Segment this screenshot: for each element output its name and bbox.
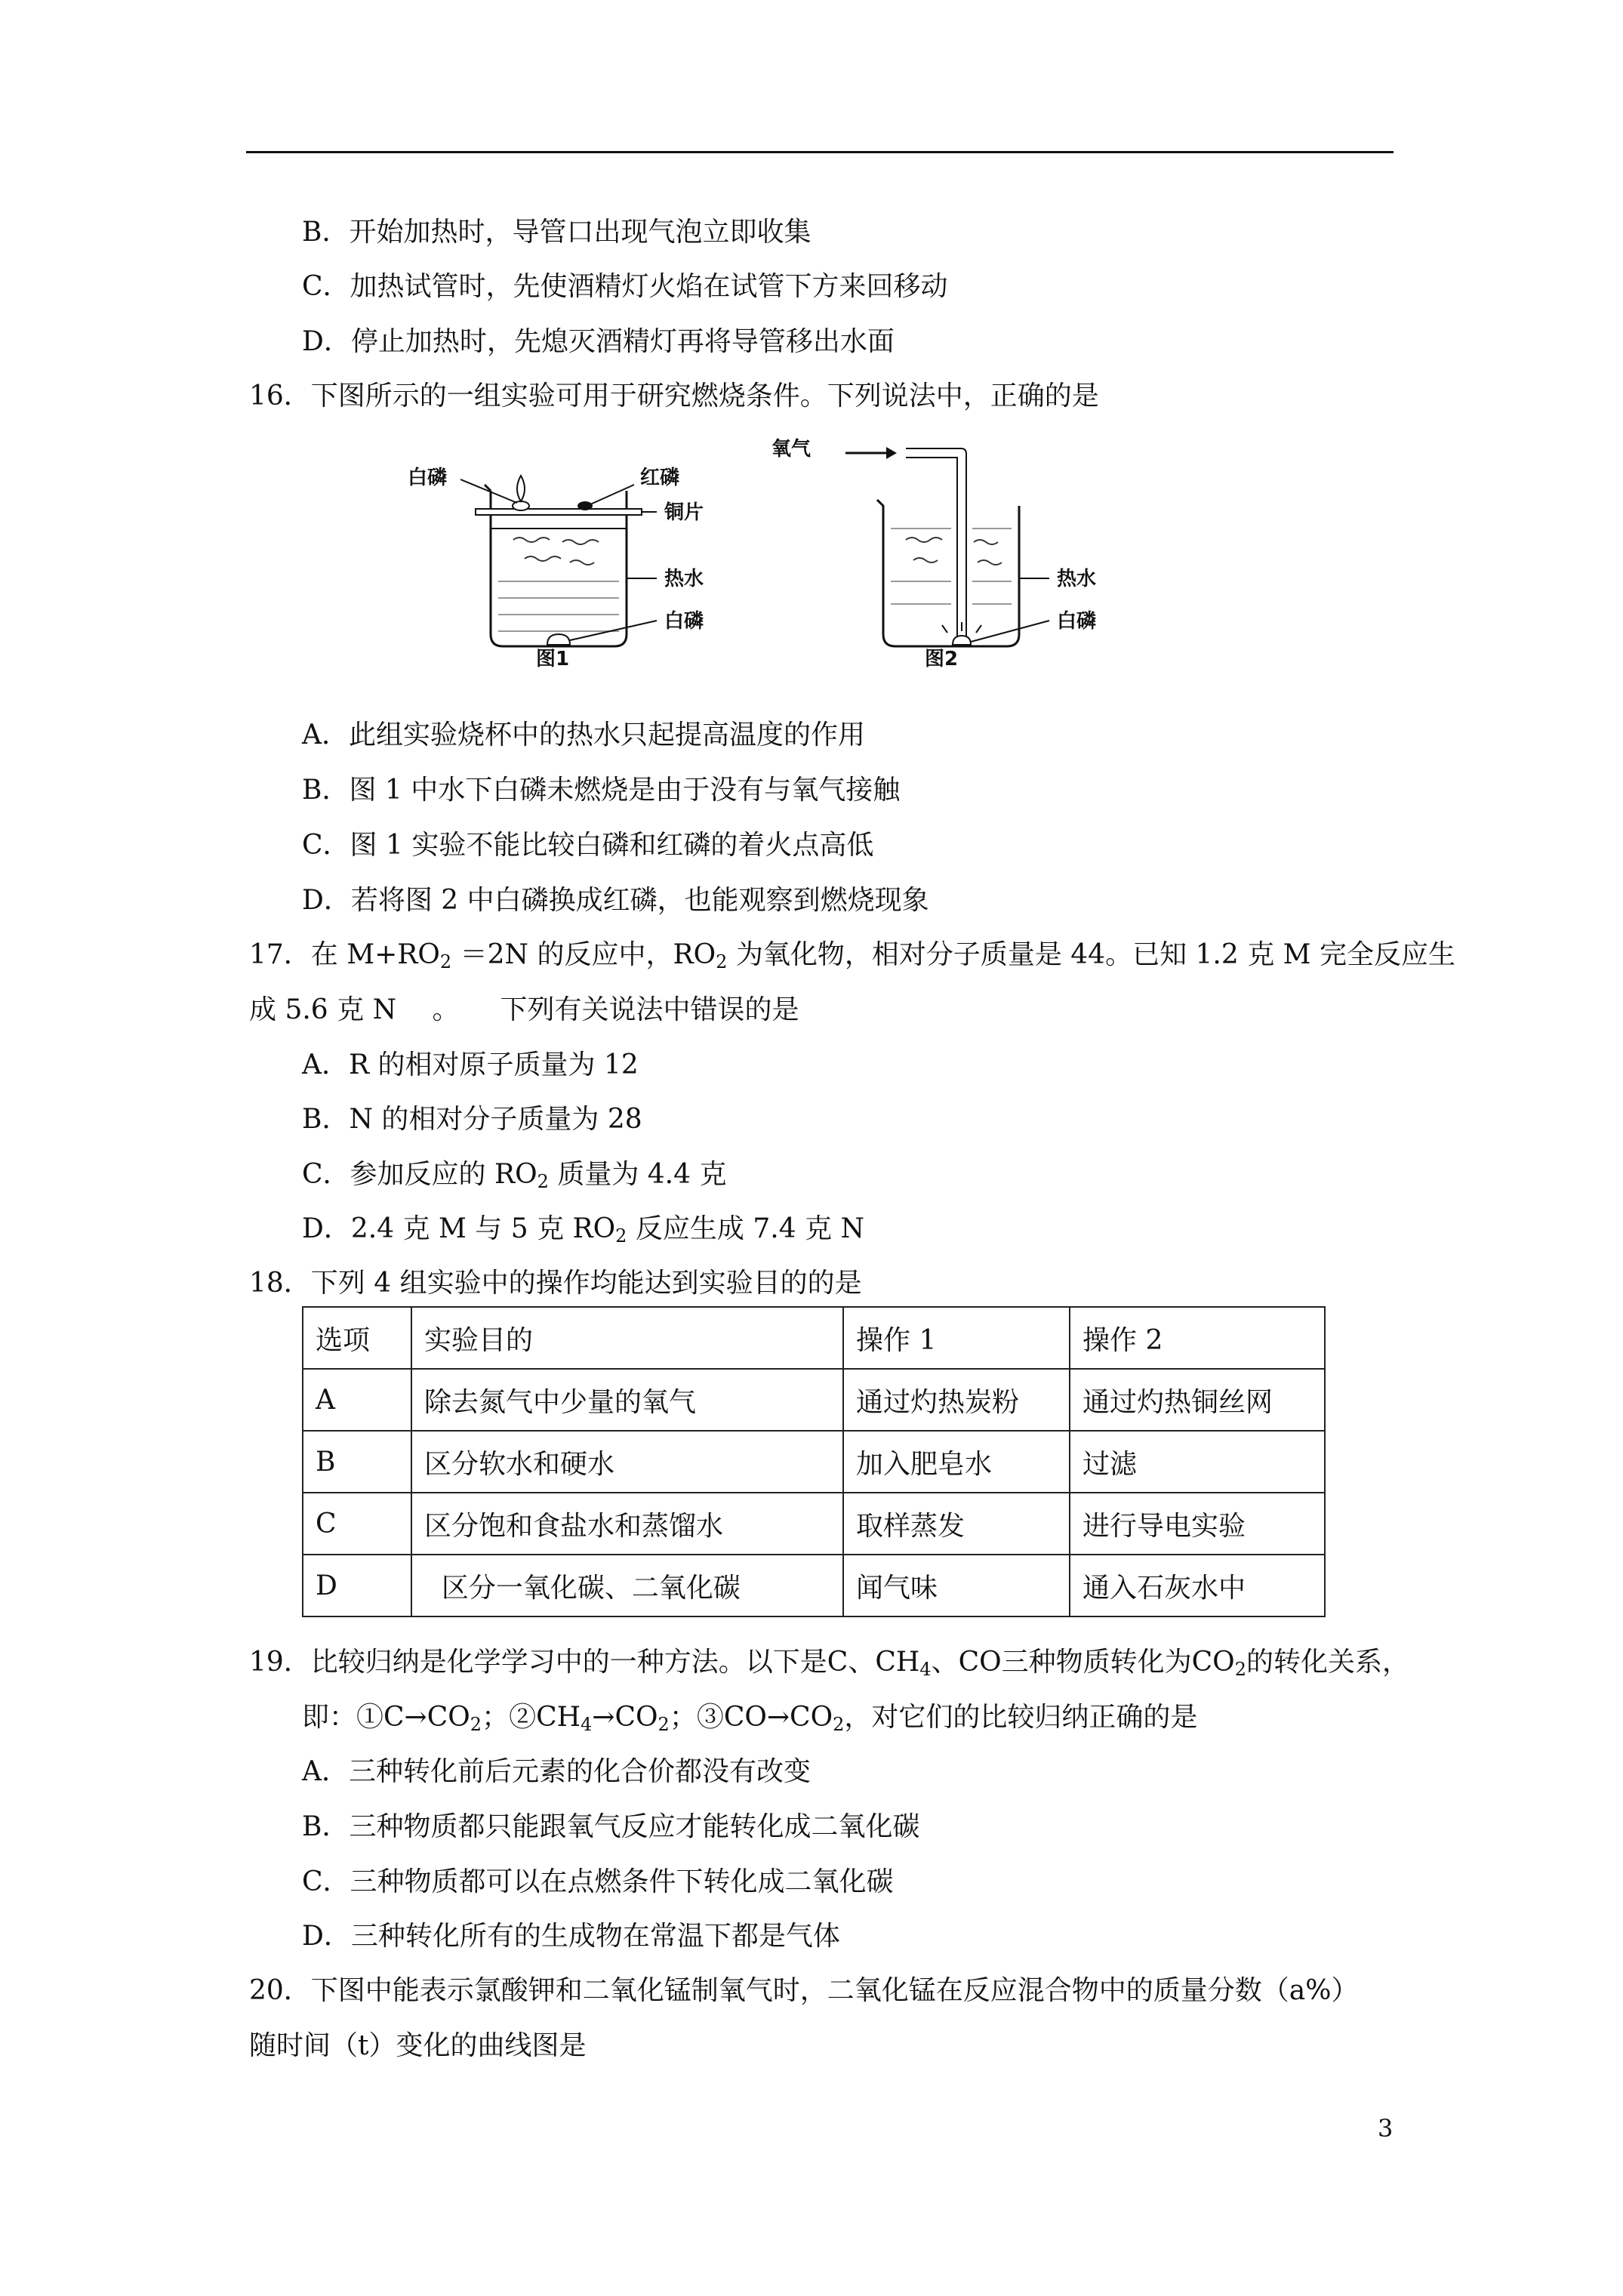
q15-option-b: B．开始加热时，导管口出现气泡立即收集 — [302, 217, 812, 248]
q19-option-a: A．三种转化前后元素的化合价都没有改变 — [302, 1756, 811, 1787]
q19-option-b: B．三种物质都只能跟氧气反应才能转化成二氧化碳 — [302, 1811, 920, 1842]
copper-sheet — [476, 509, 642, 515]
table-cell: 进行导电实验 — [1070, 1493, 1325, 1555]
table-header-cell: 操作 2 — [1070, 1307, 1325, 1369]
table-cell: 除去氮气中少量的氧气 — [411, 1369, 843, 1431]
fig2-label-white-phosphorus: 白磷 — [1057, 610, 1097, 633]
table-cell: C — [303, 1493, 411, 1555]
q15-option-c: C．加热试管时，先使酒精灯火焰在试管下方来回移动 — [302, 271, 948, 302]
fig2-label-hot-water: 热水 — [1057, 568, 1097, 590]
red-phosphorus — [577, 501, 593, 510]
table-cell: 闻气味 — [843, 1555, 1070, 1616]
white-phosphorus-underwater — [547, 634, 570, 645]
q17-option-c: C．参加反应的 $RO_2$ 质量为 4.4 克 — [302, 1159, 727, 1192]
q19-stem-line2: 即：$①C\to CO_2$；$②CH_4\to CO_2$；$③CO\to CO_2$，对它们的比较归纳正确的是 — [302, 1702, 1198, 1735]
q20-stem-line1: 20．下图中能表示氯酸钾和二氧化锰制氧气时，二氧化锰在反应混合物中的质量分数（a%） — [249, 1975, 1359, 2006]
table-header-cell: 操作 1 — [843, 1307, 1070, 1369]
table-row — [303, 1431, 1325, 1493]
table-cell: 通过灼热炭粉 — [843, 1369, 1070, 1431]
q17-stem-line2: 成 5.6 克 N 。 下列有关说法中错误的是 — [249, 994, 799, 1025]
table-cell: 加入肥皂水 — [843, 1431, 1070, 1493]
fig2-caption: 图2 — [925, 648, 959, 670]
fig1-label-red-phosphorus: 红磷 — [640, 467, 680, 489]
q19-stem-line1: 19．比较归纳是化学学习中的一种方法。以下是C、$CH_4$、CO三种物质转化为$CO_2$的转化关系， — [249, 1647, 1409, 1680]
table-row — [303, 1493, 1325, 1555]
table-cell: 过滤 — [1070, 1431, 1325, 1493]
q16-option-d: D．若将图 2 中白磷换成红磷，也能观察到燃烧现象 — [302, 885, 929, 916]
header-rule — [246, 151, 1394, 153]
fig1-label-white-phosphorus-bottom: 白磷 — [664, 610, 704, 633]
q16-option-b: B．图 1 中水下白磷未燃烧是由于没有与氧气接触 — [302, 775, 901, 806]
fig2-label-oxygen: 氧气 — [771, 438, 812, 461]
q15-option-d: D．停止加热时，先熄灭酒精灯再将导管移出水面 — [302, 326, 895, 357]
q17-option-b: B．N 的相对分子质量为 28 — [302, 1104, 642, 1135]
q18-stem: 18．下列 4 组实验中的操作均能达到实验目的的是 — [249, 1268, 862, 1299]
q16-stem: 16．下图所示的一组实验可用于研究燃烧条件。下列说法中，正确的是 — [249, 381, 1099, 411]
q17-option-a: A．R 的相对原子质量为 12 — [302, 1049, 639, 1080]
table-header-cell: 选项 — [303, 1307, 411, 1369]
q19-option-d: D．三种转化所有的生成物在常温下都是气体 — [302, 1921, 840, 1952]
table-row — [303, 1555, 1325, 1616]
table-cell: A — [303, 1369, 411, 1431]
burning-phosphorus-icon — [953, 636, 971, 645]
q17-option-d: D．2.4 克 M 与 5 克 $RO_2$ 反应生成 7.4 克 N — [302, 1213, 864, 1247]
fig1-label-white-phosphorus-top: 白磷 — [408, 467, 448, 489]
table-cell: B — [303, 1431, 411, 1493]
arrow-head-icon — [886, 447, 897, 459]
fig1-label-copper-sheet: 铜片 — [664, 501, 704, 524]
table-header-row — [303, 1307, 1325, 1369]
combustion-experiment-figure — [393, 430, 1102, 680]
q19-option-c: C．三种物质都可以在点燃条件下转化成二氧化碳 — [302, 1866, 894, 1897]
table-header-cell: 实验目的 — [411, 1307, 843, 1369]
q16-option-a: A．此组实验烧杯中的热水只起提高温度的作用 — [302, 720, 865, 750]
table-cell: 取样蒸发 — [843, 1493, 1070, 1555]
q17-stem-line1: 17．在 $M+RO_2 =2N$ 的反应中，$RO_2$ 为氧化物，相对分子质量是 44。已知 1.2 克 M 完全反应生 — [249, 939, 1455, 972]
experiment-table — [302, 1306, 1326, 1617]
fig2-beaker — [877, 500, 1019, 646]
page-number: 3 — [1378, 2114, 1394, 2143]
table-cell: D — [303, 1555, 411, 1616]
glass-tube — [906, 448, 966, 642]
table-row — [303, 1369, 1325, 1431]
table-cell: 区分软水和硬水 — [411, 1431, 843, 1493]
table-cell: 区分一氧化碳、二氧化碳 — [411, 1555, 843, 1616]
table-cell: 通过灼热铜丝网 — [1070, 1369, 1325, 1431]
fig1-label-hot-water: 热水 — [664, 568, 704, 590]
q20-stem-line2: 随时间（t）变化的曲线图是 — [249, 2030, 587, 2061]
table-cell: 区分饱和食盐水和蒸馏水 — [411, 1493, 843, 1555]
q16-option-c: C．图 1 实验不能比较白磷和红磷的着火点高低 — [302, 830, 874, 861]
table-cell: 通入石灰水中 — [1070, 1555, 1325, 1616]
fig1-caption: 图1 — [536, 648, 570, 670]
flame-icon — [517, 476, 525, 501]
